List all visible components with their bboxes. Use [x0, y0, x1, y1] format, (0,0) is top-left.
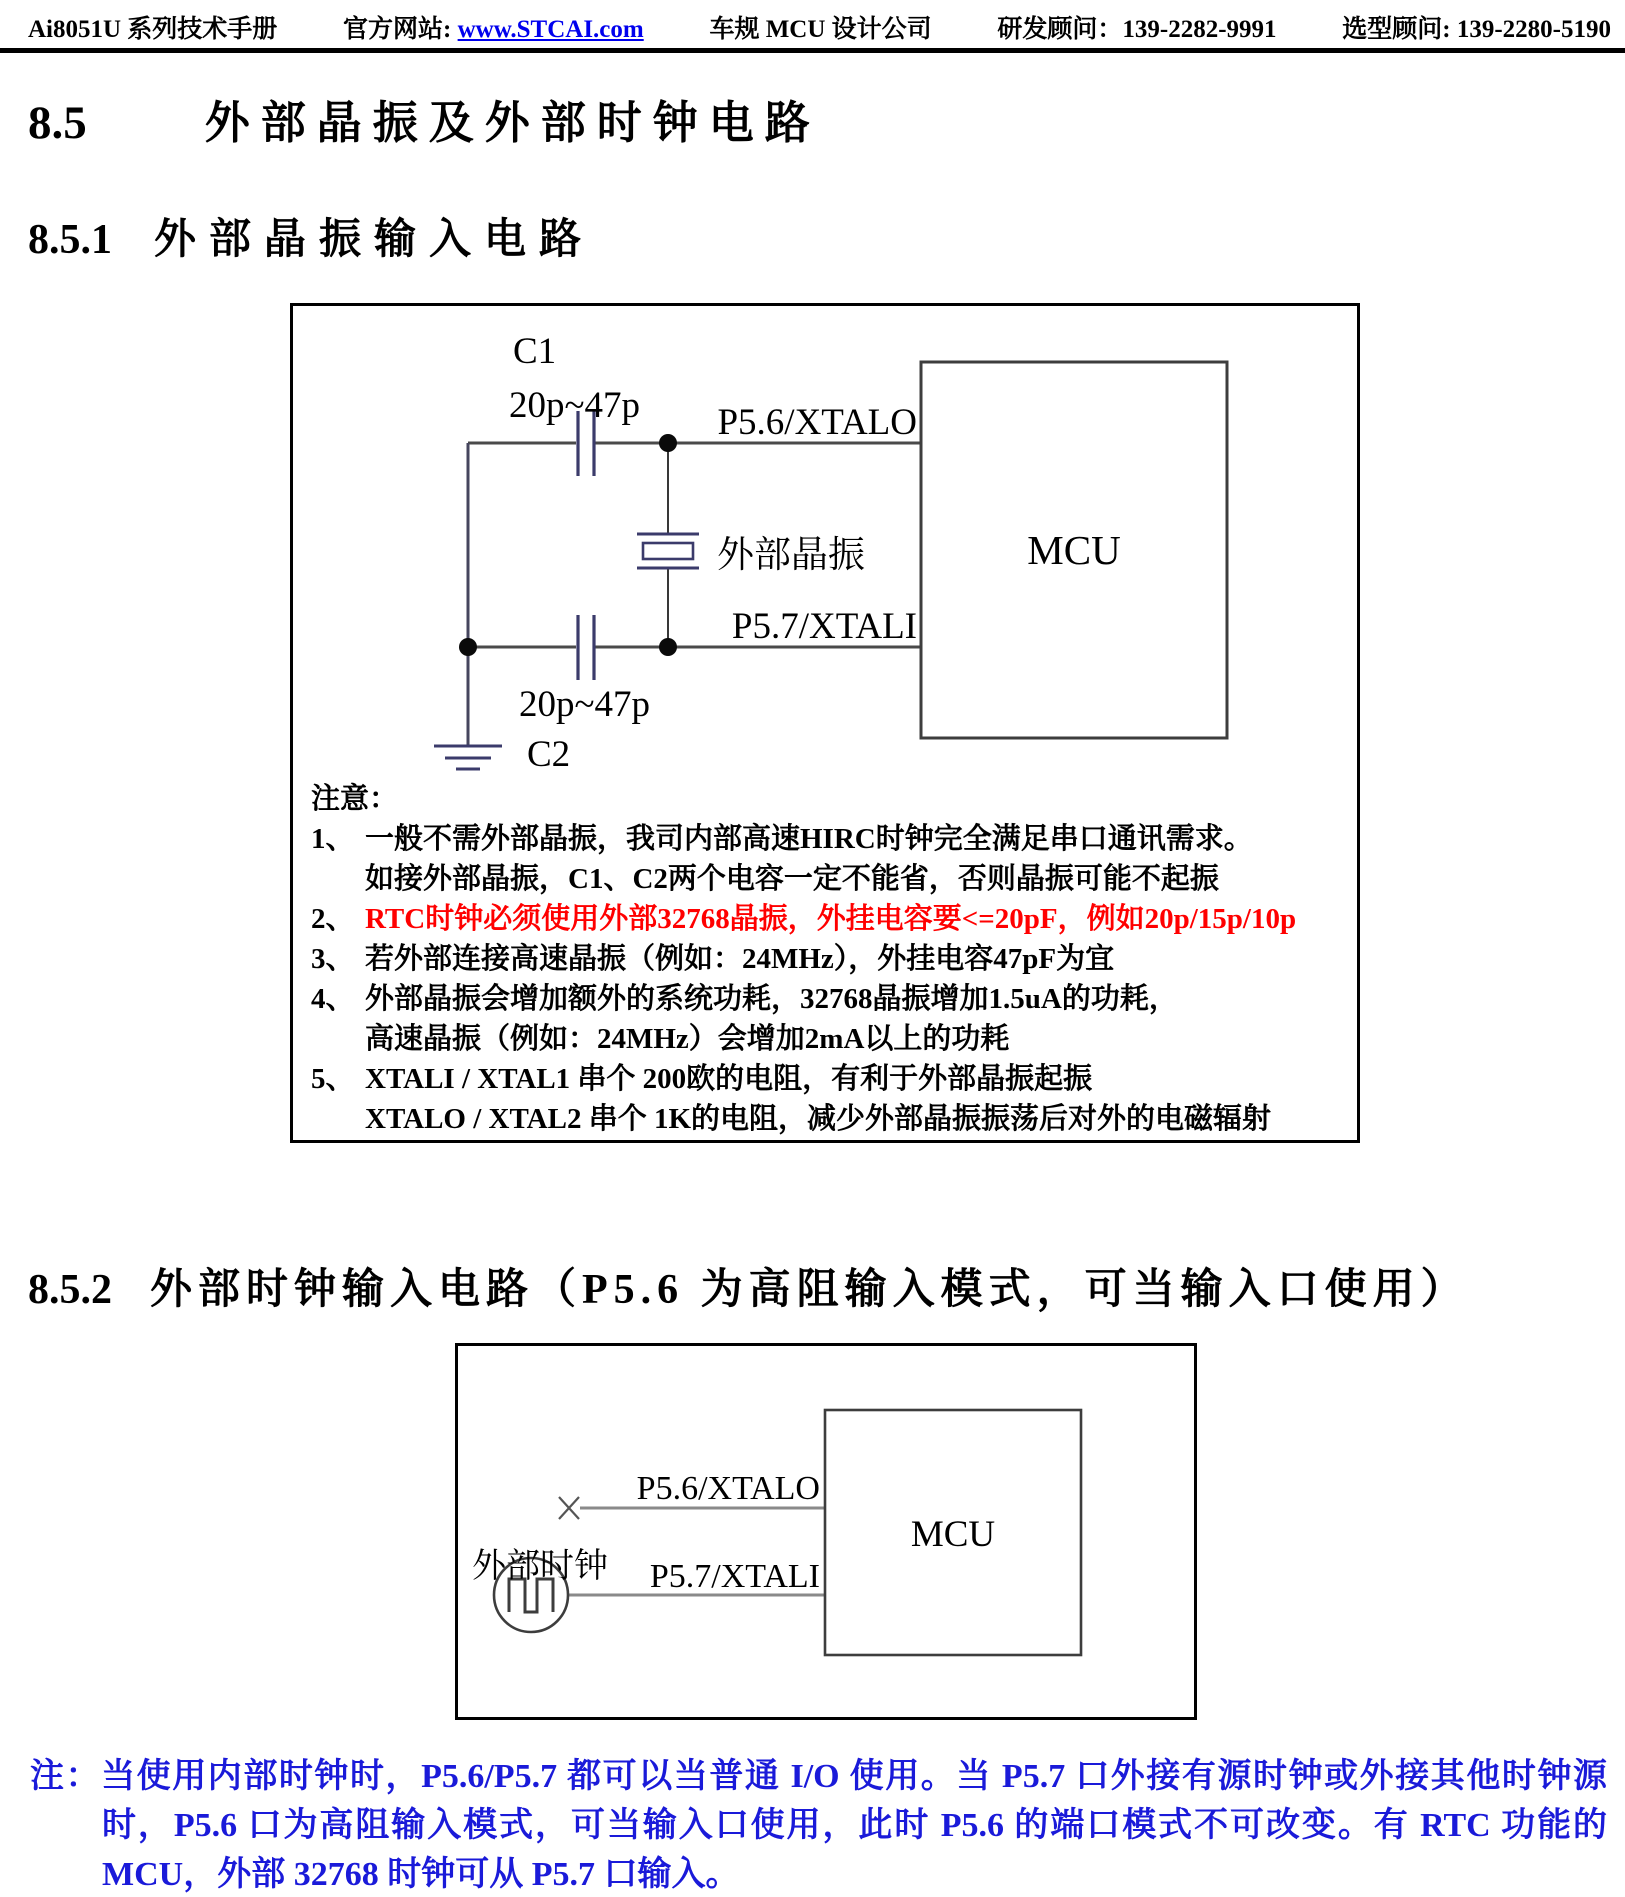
- footnote-prefix: 注：: [30, 1758, 102, 1795]
- crystal-label: 外部晶振: [717, 535, 865, 576]
- section-heading-8-5-1: [28, 206, 594, 266]
- ground-icon: [434, 746, 502, 769]
- note-line: 高速晶振（例如：24MHz）会增加2mA以上的功耗: [365, 1023, 1010, 1055]
- footnote-line: MCU，外部 32768 时钟可从 P5.7 口输入。: [102, 1856, 740, 1893]
- junction-dot: [459, 638, 477, 656]
- website-link[interactable]: www.STCAI.com: [457, 16, 644, 43]
- note-line: XTALO / XTAL2 串个 1K的电阻，减少外部晶振振荡后对外的电磁辐射: [365, 1103, 1272, 1135]
- website-label: 官方网站:: [343, 16, 452, 43]
- c2-value-label: 20p~47p: [519, 684, 651, 725]
- note-line: 如接外部晶振，C1、C2两个电容一定不能省，否则晶振可能不起振: [365, 863, 1219, 895]
- no-connect-x-icon: [559, 1497, 579, 1519]
- section-title: 外部晶振及外部时钟电路: [204, 97, 821, 148]
- crystal-circuit-diagram: [293, 306, 1357, 776]
- footnote: [30, 1752, 1607, 1897]
- company-name: 车规 MCU 设计公司: [709, 16, 932, 43]
- junction-dot: [659, 434, 677, 452]
- junction-dot: [659, 638, 677, 656]
- note-line: 5、 XTALI / XTAL1 串个 200欧的电阻，有利于外部晶振起振: [311, 1063, 1093, 1095]
- section-number: 8.5.2: [28, 1267, 112, 1313]
- section-title: 外部时钟输入电路（P5.6 为高阻输入模式，可当输入口使用）: [150, 1267, 1469, 1313]
- footnote-line: 注：当使用内部时钟时，P5.6/P5.7 都可以当普通 I/O 使用。当 P5.7 口外接有源时钟或外接其他时钟源: [30, 1758, 1608, 1795]
- notes-title: 注意：: [311, 783, 399, 815]
- section-number: 8.5.1: [28, 217, 112, 263]
- crystal-circuit-figure: [290, 303, 1360, 1143]
- pin-label-xtali: P5.7/XTALI: [649, 1558, 820, 1595]
- c2-label: C2: [527, 734, 571, 775]
- page-header: [28, 9, 1611, 45]
- section-number: 8.5: [28, 97, 87, 149]
- pin-label-xtalo: P5.6/XTALO: [636, 1470, 820, 1507]
- note-line: 4、 外部晶振会增加额外的系统功耗，32768晶振增加1.5uA的功耗，: [311, 983, 1178, 1015]
- external-clock-diagram: [458, 1346, 1194, 1717]
- note-line: 3、 若外部连接高速晶振（例如：24MHz），外挂电容47pF为宜: [311, 943, 1115, 975]
- selection-contact: 选型顾问: 139-2280-5190: [1342, 16, 1611, 43]
- header-divider: [0, 48, 1625, 53]
- clock-source-label: 外部时钟: [472, 1548, 608, 1585]
- c1-label: C1: [513, 331, 557, 372]
- crystal-icon: [637, 534, 699, 568]
- note-line: 1、 一般不需外部晶振，我司内部高速HIRC时钟完全满足串口通讯需求。: [311, 823, 1253, 855]
- pin-label-xtalo: P5.6/XTALO: [717, 402, 917, 443]
- external-clock-figure: [455, 1343, 1197, 1720]
- crystal-notes: [293, 776, 1357, 1139]
- mcu-label: MCU: [910, 1514, 996, 1555]
- section-heading-8-5: [28, 86, 821, 151]
- c1-value-label: 20p~47p: [509, 385, 641, 426]
- capacitor-c2-icon: [578, 615, 594, 680]
- note-line: 2、 RTC时钟必须使用外部32768晶振，外挂电容要<=20pF，例如20p/15p/10p: [311, 903, 1297, 935]
- section-heading-8-5-2: [28, 1256, 1469, 1316]
- section-title: 外部晶振输入电路: [154, 217, 595, 263]
- mcu-label: MCU: [1027, 527, 1121, 573]
- rd-contact: 研发顾问：139-2282-9991: [997, 16, 1277, 43]
- website: [343, 9, 644, 45]
- footnote-line: 时，P5.6 口为高阻输入模式，可当输入口使用，此时 P5.6 的端口模式不可改变。有 RTC 功能的: [102, 1807, 1607, 1844]
- pin-label-xtali: P5.7/XTALI: [731, 606, 917, 647]
- manual-title: Ai8051U 系列技术手册: [28, 16, 278, 43]
